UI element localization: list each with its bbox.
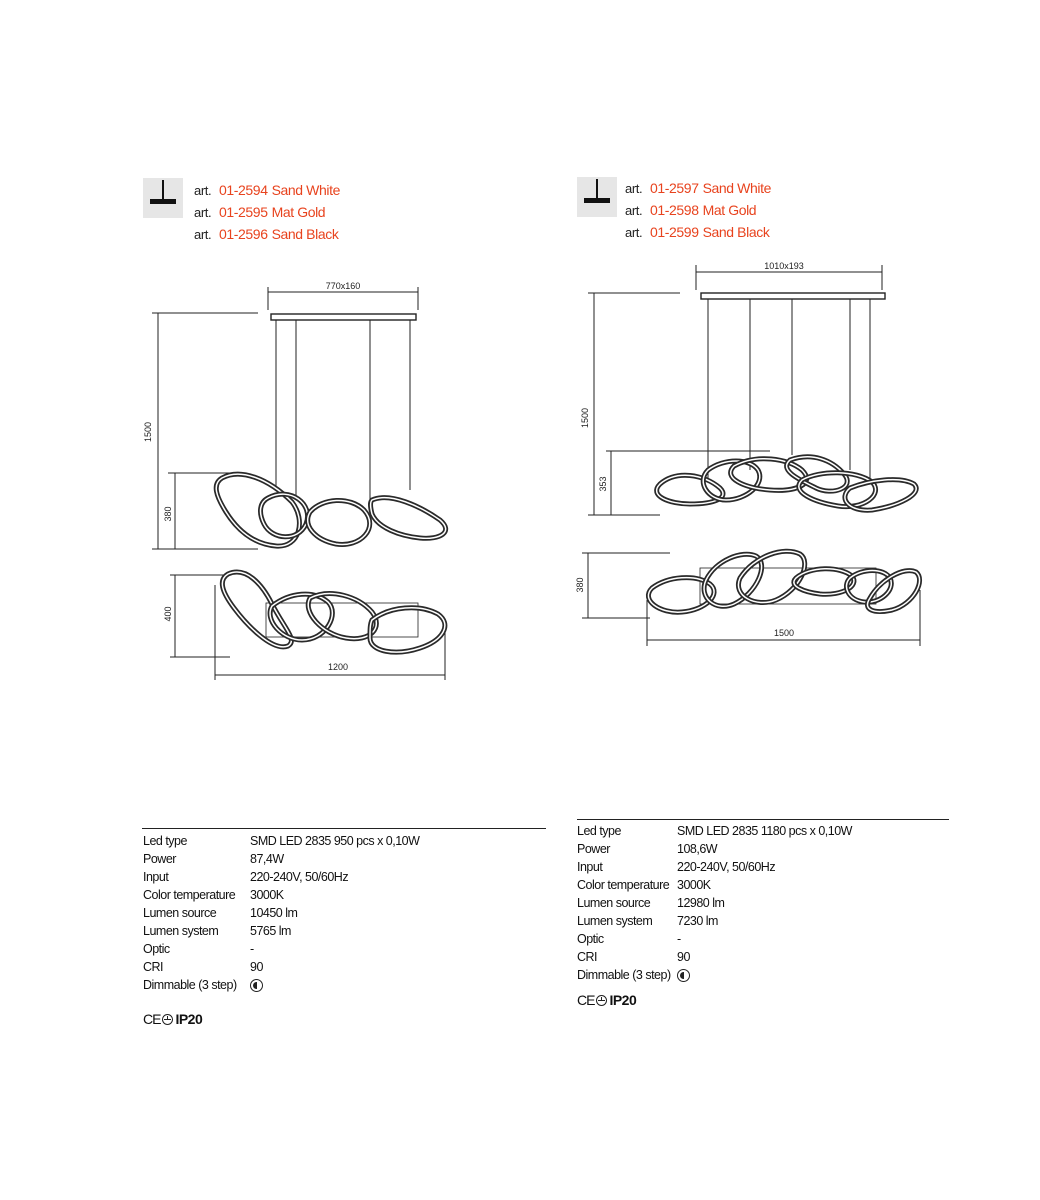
dim-body-height: 380: [163, 506, 173, 522]
product-sheet-right: [520, 0, 1040, 1200]
spec-label: Input: [577, 860, 603, 874]
article-prefix: art.: [194, 183, 212, 198]
dim-depth: 380: [575, 577, 585, 593]
dim-height: 1500: [143, 421, 153, 443]
spec-row: [143, 832, 419, 850]
article-prefix: art.: [625, 225, 643, 240]
article-finish: Sand Black: [702, 224, 770, 240]
technical-drawing-left: [0, 0, 520, 720]
dim-depth: 400: [163, 606, 173, 622]
spec-label: Optic: [143, 942, 170, 956]
spec-row: [143, 922, 419, 940]
spec-label: Lumen source: [577, 896, 651, 910]
article-code: 01-2596: [219, 226, 268, 242]
dim-canopy: 1010x193: [764, 261, 804, 271]
spec-label: Optic: [577, 932, 604, 946]
spec-divider: [142, 828, 546, 829]
dim-body-height: 353: [598, 476, 608, 492]
dimmable-icon: [250, 979, 263, 992]
spec-row: [143, 976, 419, 994]
spec-label: Power: [143, 852, 176, 866]
spec-label: Color temperature: [577, 878, 670, 892]
spec-row: [577, 930, 852, 948]
spec-value: -: [677, 932, 681, 946]
spec-row: [143, 886, 419, 904]
article-prefix: art.: [194, 227, 212, 242]
ip-rating: IP20: [175, 1011, 203, 1027]
dim-canopy: 770x160: [325, 281, 361, 291]
spec-value: 10450 lm: [250, 906, 298, 920]
spec-row: [577, 912, 852, 930]
spec-value: -: [250, 942, 254, 956]
article-finish: Sand White: [271, 182, 340, 198]
spec-label: Dimmable (3 step): [577, 968, 671, 982]
article-code: 01-2594: [219, 182, 268, 198]
spec-value: 12980 lm: [677, 896, 725, 910]
spec-value: 87,4W: [250, 852, 284, 866]
certification-marks: [577, 992, 636, 1008]
spec-row: [577, 894, 852, 912]
spec-value: 220-240V, 50/60Hz: [677, 860, 776, 874]
spec-value: 7230 lm: [677, 914, 718, 928]
spec-row: [143, 850, 419, 868]
article-finish: Mat Gold: [702, 202, 757, 218]
spec-row: [143, 868, 419, 886]
article-code: 01-2595: [219, 204, 268, 220]
spec-value: 3000K: [677, 878, 711, 892]
spec-table: [577, 822, 852, 984]
spec-row: [577, 858, 852, 876]
spec-label: Led type: [143, 834, 187, 848]
ip-rating: IP20: [609, 992, 637, 1008]
spec-value: 220-240V, 50/60Hz: [250, 870, 349, 884]
spec-row: [577, 966, 852, 984]
spec-value: 90: [677, 950, 690, 964]
article-prefix: art.: [625, 203, 643, 218]
certification-marks: [143, 1011, 202, 1027]
spec-label: Dimmable (3 step): [143, 978, 237, 992]
spec-divider: [577, 819, 949, 820]
article-code: 01-2598: [650, 202, 699, 218]
spec-row: [577, 840, 852, 858]
spec-row: [577, 948, 852, 966]
spec-label: Lumen system: [577, 914, 653, 928]
spec-label: Color temperature: [143, 888, 236, 902]
technical-drawing-right: [520, 0, 1040, 720]
spec-label: Lumen source: [143, 906, 217, 920]
spec-label: Power: [577, 842, 610, 856]
spec-value: 108,6W: [677, 842, 718, 856]
spec-label: Input: [143, 870, 169, 884]
article-prefix: art.: [625, 181, 643, 196]
spec-value: SMD LED 2835 950 pcs x 0,10W: [250, 834, 420, 848]
spec-row: [577, 876, 852, 894]
dim-width: 1500: [773, 628, 795, 638]
dim-height: 1500: [580, 407, 590, 429]
article-finish: Sand White: [702, 180, 771, 196]
article-finish: Mat Gold: [271, 204, 326, 220]
article-code: 01-2599: [650, 224, 699, 240]
spec-row: [143, 940, 419, 958]
spec-value: 90: [250, 960, 263, 974]
spec-label: Lumen system: [143, 924, 219, 938]
article-prefix: art.: [194, 205, 212, 220]
dimmable-icon: [677, 969, 690, 982]
ce-mark: CE: [143, 1011, 161, 1027]
spec-value: SMD LED 2835 1180 pcs x 0,10W: [677, 824, 852, 838]
spec-value: 3000K: [250, 888, 284, 902]
article-finish: Sand Black: [271, 226, 339, 242]
dim-width: 1200: [327, 662, 349, 672]
ground-icon: [162, 1014, 173, 1025]
article-code: 01-2597: [650, 180, 699, 196]
spec-value: 5765 lm: [250, 924, 291, 938]
spec-label: CRI: [577, 950, 598, 964]
spec-row: [143, 958, 419, 976]
spec-table: [143, 832, 419, 994]
ce-mark: CE: [577, 992, 595, 1008]
ground-icon: [596, 995, 607, 1006]
spec-label: Led type: [577, 824, 621, 838]
spec-label: CRI: [143, 960, 164, 974]
spec-row: [143, 904, 419, 922]
spec-row: [577, 822, 852, 840]
